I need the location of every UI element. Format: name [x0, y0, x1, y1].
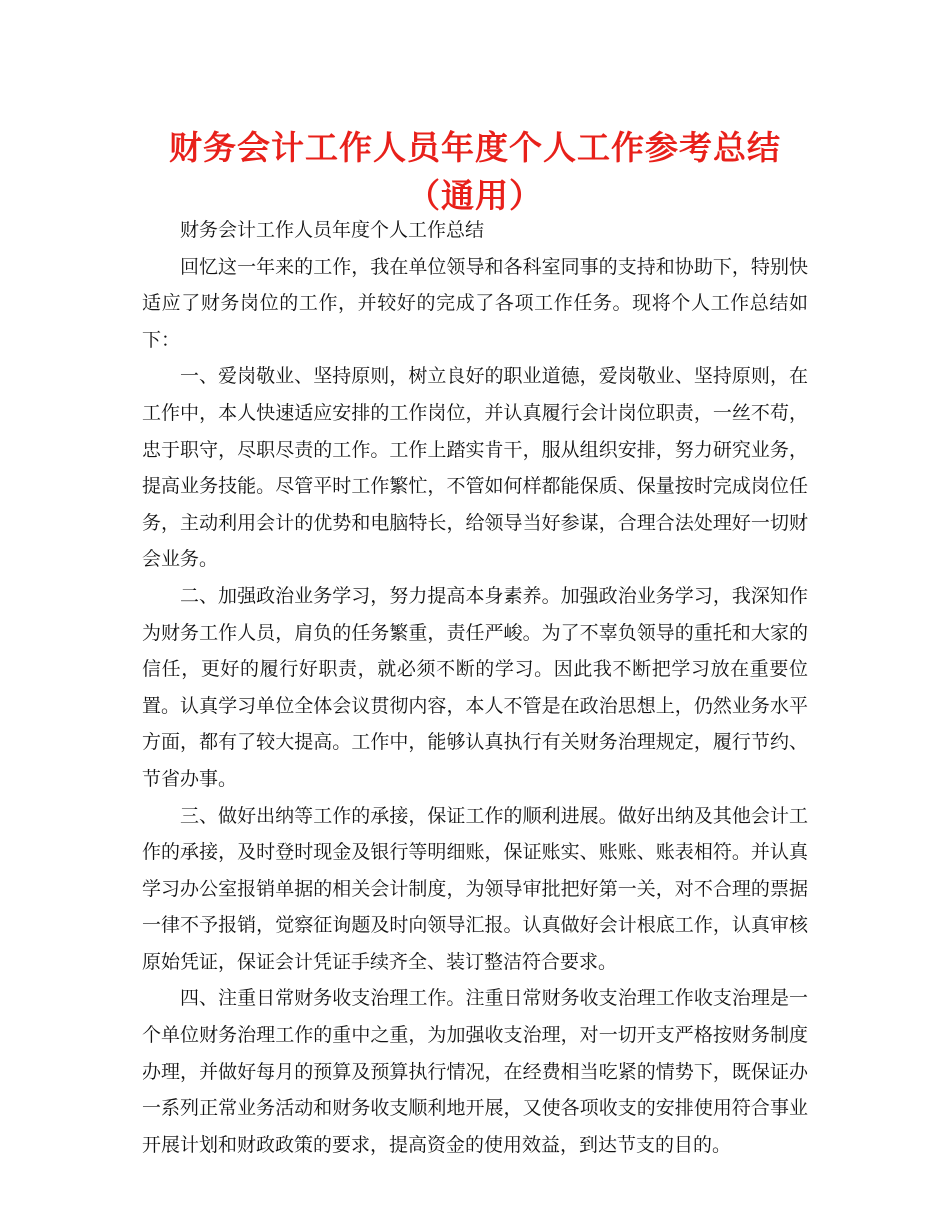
- document-body: [142, 212, 808, 1163]
- section-one-paragraph: 一、爱岗敬业、坚持原则，树立良好的职业道德，爱岗敬业、坚持原则，在工作中，本人快速适应安排的工作岗位，并认真履行会计岗位职责，一丝不苟，忠于职守，尽职尽责的工作。工作上踏实肯干，服从组织安排，努力研究业务，提高业务技能。尽管平时工作繁忙，不管如何样都能保质、保量按时完成岗位任务，主动利用会计的优势和电脑特长，给领导当好参谋，合理合法处理好一切财会业务。: [142, 365, 808, 571]
- document-title: 财务会计工作人员年度个人工作参考总结（通用）: [169, 128, 781, 215]
- subtitle-paragraph: 财务会计工作人员年度个人工作总结: [180, 219, 485, 241]
- section-four-paragraph: 四、注重日常财务收支治理工作。注重日常财务收支治理工作收支治理是一个单位财务治理工作的重中之重，为加强收支治理，对一切开支严格按财务制度办理，并做好每月的预算及预算执行情况，在经费相当吃紧的情势下，既保证办一系列正常业务活动和财务收支顺利地开展，又使各项收支的安排使用符合事业开展计划和财政政策的要求，提高资金的使用效益，到达节支的目的。: [142, 987, 808, 1156]
- intro-paragraph: 回忆这一年来的工作，我在单位领导和各科室同事的支持和协助下，特别快适应了财务岗位的工作，并较好的完成了各项工作任务。现将个人工作总结如下：: [142, 255, 808, 351]
- section-three-paragraph: 三、做好出纳等工作的承接，保证工作的顺利进展。做好出纳及其他会计工作的承接，及时登时现金及银行等明细账，保证账实、账账、账表相符。并认真学习办公室报销单据的相关会计制度，为领导审批把好第一关，对不合理的票据一律不予报销，觉察征询题及时向领导汇报。认真做好会计根底工作，认真审核原始凭证，保证会计凭证手续齐全、装订整洁符合要求。: [142, 804, 808, 973]
- section-two-paragraph: 二、加强政治业务学习，努力提高本身素养。加强政治业务学习，我深知作为财务工作人员，肩负的任务繁重，责任严峻。为了不辜负领导的重托和大家的信任，更好的履行好职责，就必须不断的学习。因此我不断把学习放在重要位置。认真学习单位全体会议贯彻内容，本人不管是在政治思想上，仍然业务水平方面，都有了较大提高。工作中，能够认真执行有关财务治理规定，履行节约、节省办事。: [142, 584, 808, 790]
